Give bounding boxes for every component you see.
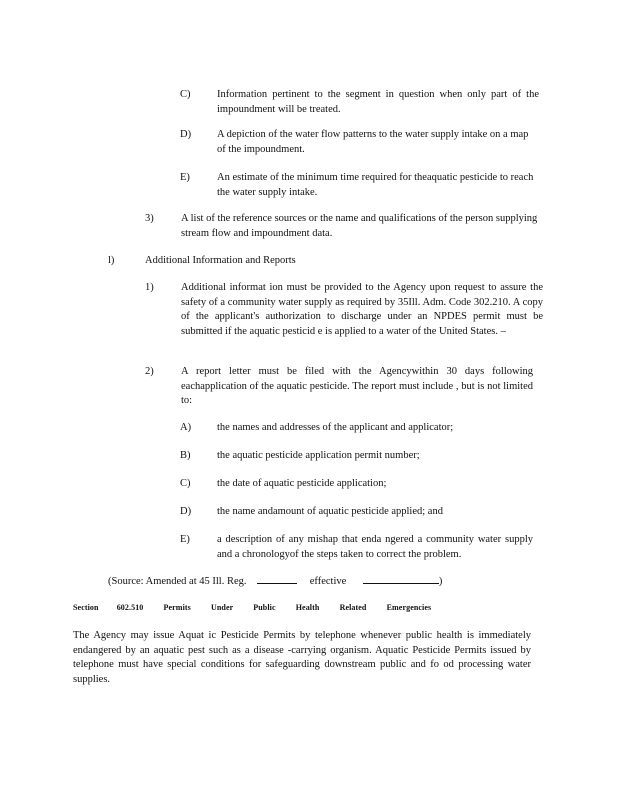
date-blank [363, 573, 439, 584]
item-text: A list of the reference sources or the name and qualifications of the person supplying stream flow and impoundment data. [181, 213, 538, 239]
section-label: Section [73, 603, 99, 612]
item-label: D) [180, 129, 192, 140]
item-text: An estimate of the minimum time required for theaquatic pesticide to reach the water supply intake. [217, 172, 534, 198]
source-open: (Source: Amended at 45 Ill. Reg. [108, 576, 247, 587]
source-effective: effective [309, 576, 347, 587]
section-title-word: Related [339, 603, 367, 612]
item-text: the date of aquatic pesticide application; [217, 478, 387, 489]
item-text: Information pertinent to the segment in question when only part of the impoundment will be treated. [217, 89, 539, 115]
item-label: A) [180, 422, 192, 433]
item-label: 2) [145, 366, 154, 377]
item-label: 1) [145, 282, 154, 293]
section-title-word: Emergencies [386, 603, 432, 612]
section-number: 602.510 [116, 603, 144, 612]
subsection-heading: Additional Information and Reports [145, 255, 296, 266]
item-label: C) [180, 478, 191, 489]
item-text: A depiction of the water flow patterns to the water supply intake on a map of the impoundment. [217, 129, 529, 155]
item-text: A report letter must be filed with the Agencywithin 30 days following eachapplication of the aquatic pesticide. The report must include , but is not limited to: [181, 366, 533, 406]
register-blank [257, 573, 297, 584]
section-title-word: Permits [163, 603, 191, 612]
item-text: the names and addresses of the applicant and applicator; [217, 422, 454, 433]
source-close: ) [438, 576, 443, 587]
item-label: C) [180, 89, 191, 100]
section-title-word: Health [295, 603, 320, 612]
item-label: E) [180, 534, 190, 545]
item-label: 3) [145, 213, 154, 224]
item-text: the aquatic pesticide application permit number; [217, 450, 420, 461]
item-text: a description of any mishap that enda ngered a community water supply and a chronologyof the steps taken to correct the problem. [217, 534, 533, 560]
item-label: l) [108, 255, 115, 266]
section-paragraph: The Agency may issue Aquat ic Pesticide Permits by telephone whenever public health is immediately endangered by an aquatic pest such as a disease -carrying organism. Aquatic Pesticide Permits issued by telephone must have special conditions for safeguarding downstream public and fo od processing water supplies. [73, 630, 531, 685]
section-title-word: Under [210, 603, 234, 612]
item-label: D) [180, 506, 192, 517]
section-heading [73, 602, 433, 614]
section-title-word: Public [253, 603, 276, 612]
item-text: Additional informat ion must be provided to the Agency upon request to assure the safety of a community water supply as required by 35Ill. Adm. Code 302.210. A copy of the applicant's authorization to discharge under an NPDES permit must be submitted if the aquatic pesticid e is applied to a water of the United States. – [181, 282, 543, 337]
item-text: the name andamount of aquatic pesticide applied; and [217, 506, 443, 517]
item-label: E) [180, 172, 190, 183]
item-label: B) [180, 450, 191, 461]
source-note [108, 573, 528, 590]
